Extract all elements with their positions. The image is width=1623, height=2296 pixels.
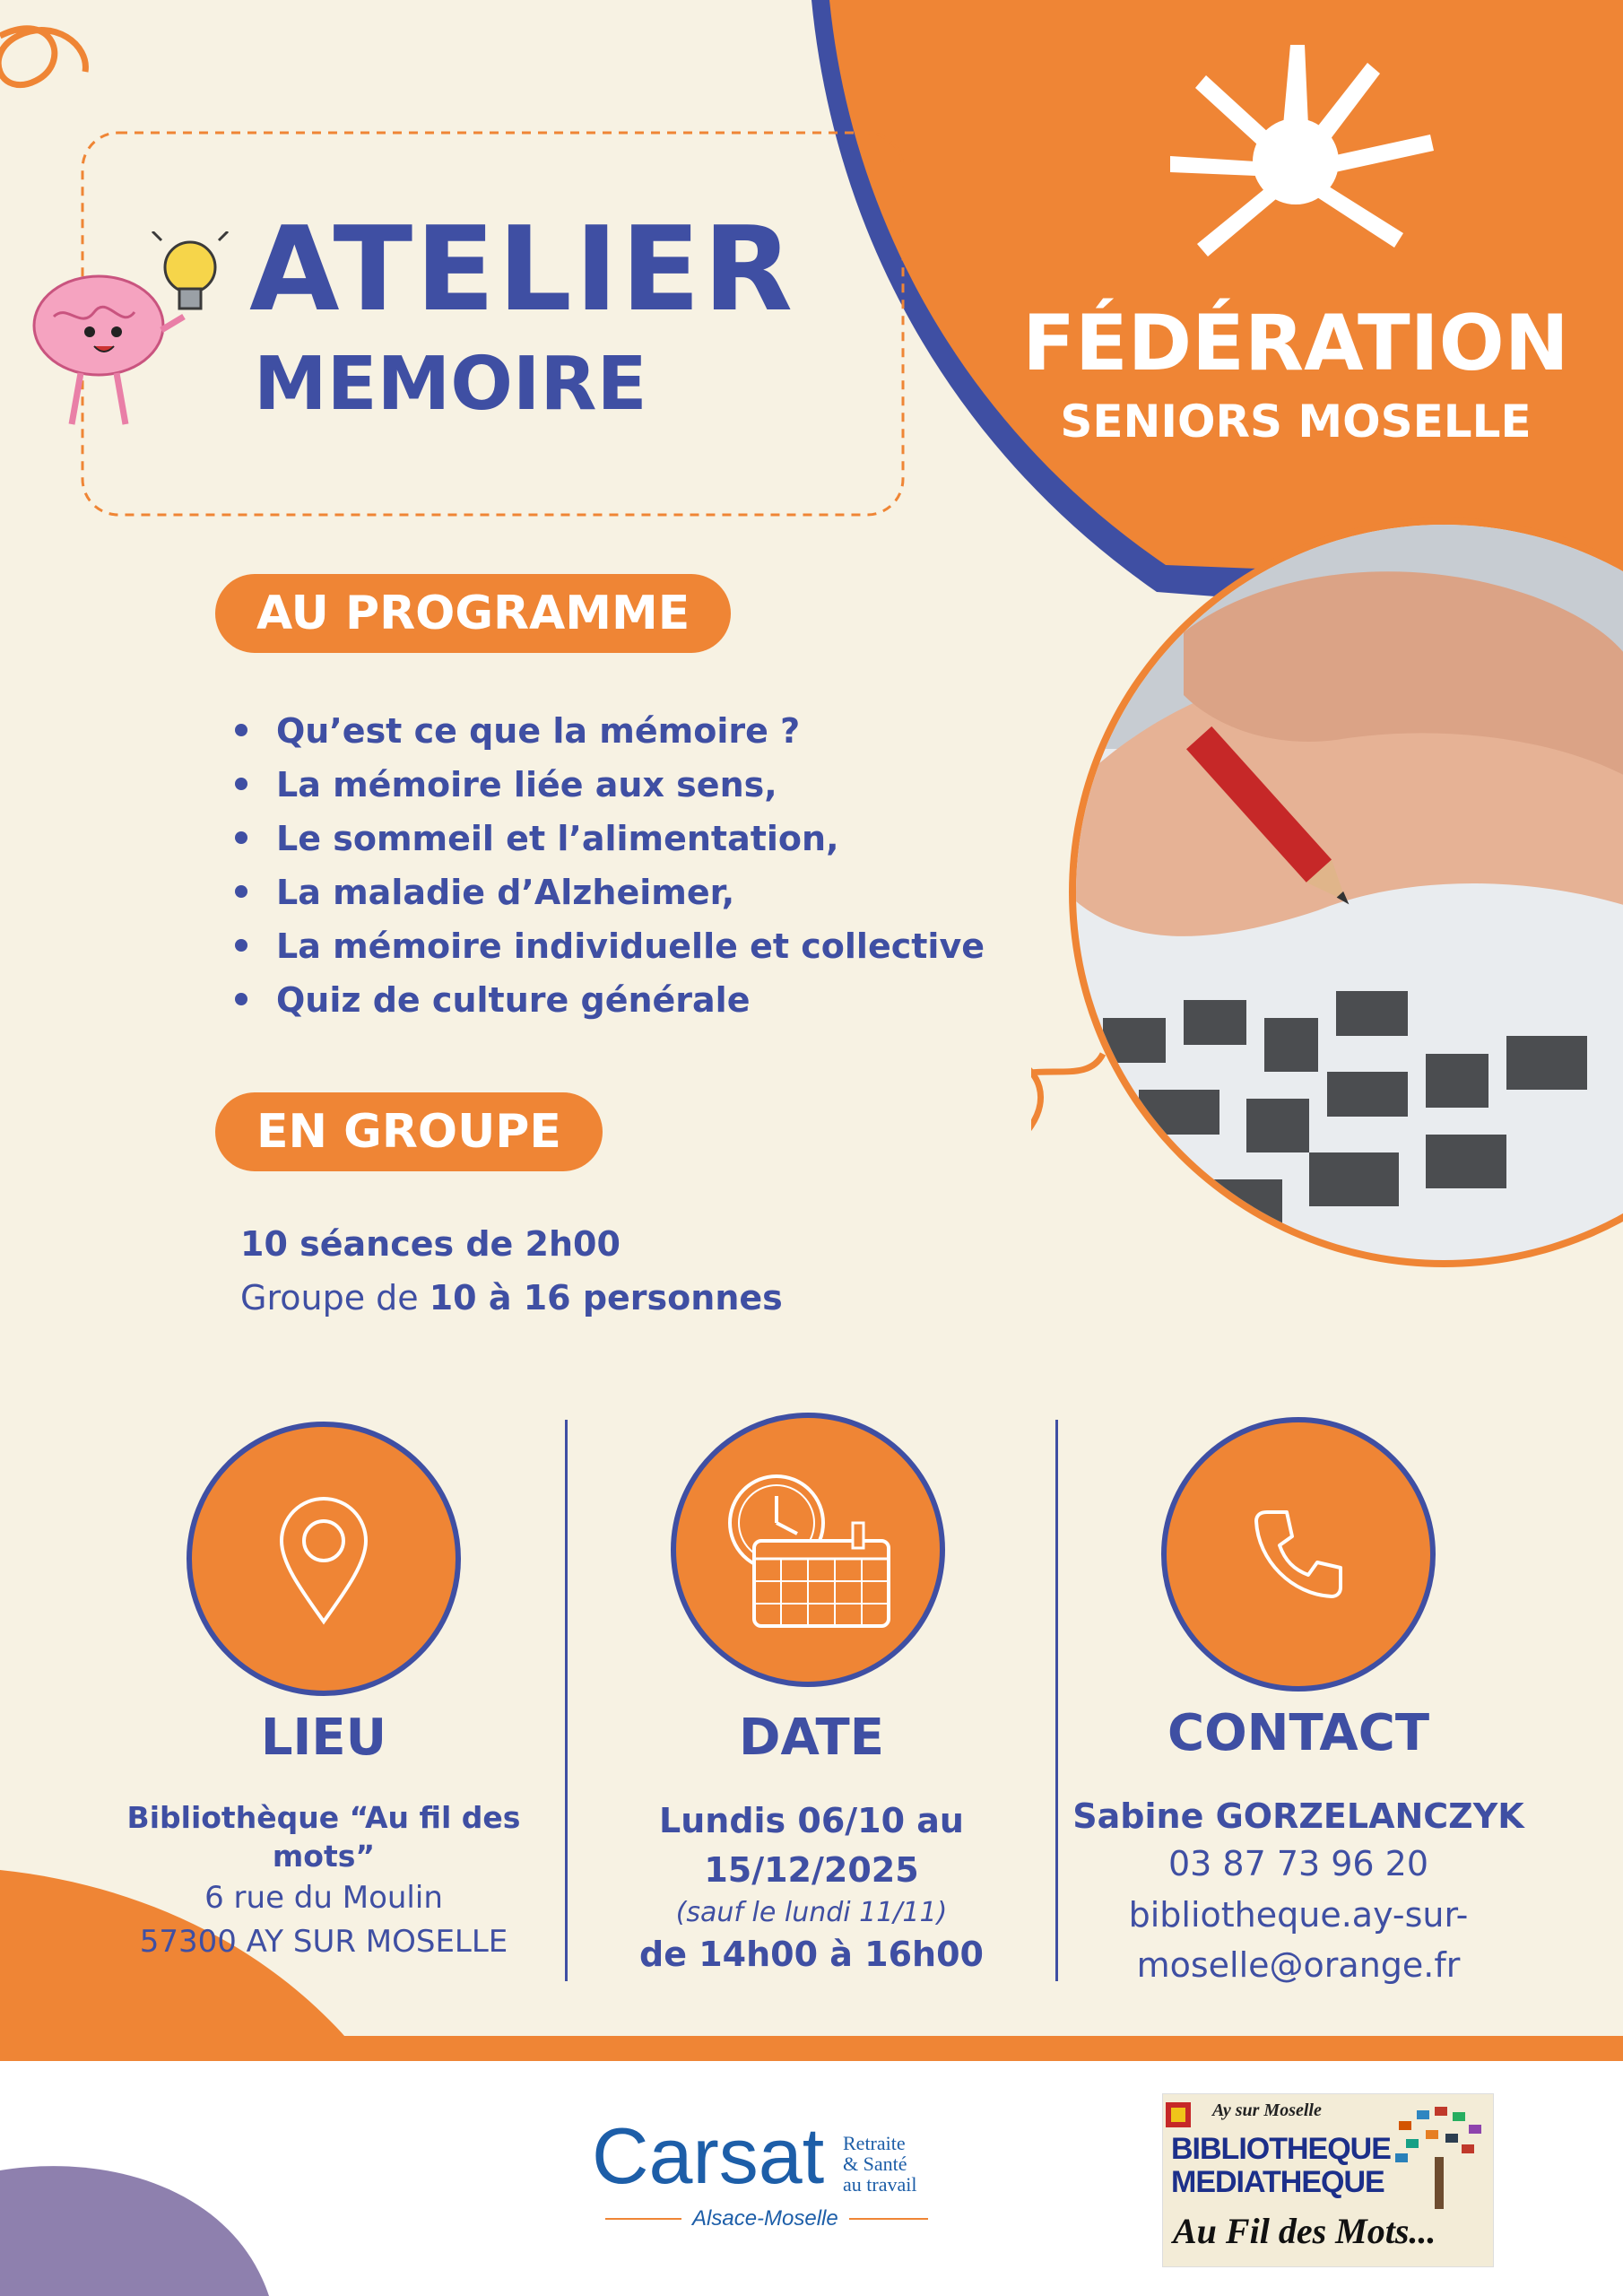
footer-bar (0, 2036, 1623, 2061)
book-tree-icon (1390, 2103, 1488, 2211)
contact-phone[interactable]: 03 87 73 96 20 (1167, 1844, 1429, 1884)
location-badge (187, 1422, 461, 1696)
bullet-icon (235, 939, 247, 952)
contact-heading: CONTACT (1167, 1704, 1430, 1762)
carsat-logo: Carsat (592, 2111, 825, 2200)
crossword-photo (1031, 516, 1623, 1287)
bullet-icon (235, 831, 247, 844)
contact-section (1047, 1704, 1549, 1990)
list-item: La mémoire liée aux sens, (235, 758, 985, 812)
carsat-tagline: Retraite & Santé au travail (843, 2132, 917, 2196)
contact-badge (1161, 1417, 1436, 1692)
lieu-name: Bibliothèque “Au fil des mots” (126, 1800, 521, 1874)
sun-burst-icon (1148, 36, 1444, 278)
list-item: La mémoire individuelle et collective (235, 919, 985, 973)
groupe-size: Groupe de 10 à 16 personnes (240, 1278, 783, 1318)
contact-name: Sabine GORZELANCZYK (1072, 1796, 1524, 1836)
federation-title: FÉDÉRATION (1022, 299, 1569, 388)
mediatheque-title: MEDIATHEQUE (1171, 2165, 1384, 2199)
lieu-street: 6 rue du Moulin (204, 1879, 443, 1916)
bullet-icon (235, 778, 247, 790)
clock-calendar-icon (718, 1469, 898, 1631)
page-title: ATELIER (249, 201, 796, 337)
date-hours: de 14h00 à 16h00 (639, 1935, 984, 1975)
date-section (560, 1709, 1063, 1978)
bibliotheque-slogan: Au Fil des Mots... (1173, 2211, 1436, 2251)
programme-list (235, 704, 985, 1027)
lightbulb-icon (152, 231, 228, 309)
map-pin-icon (274, 1492, 373, 1626)
lieu-city: 57300 AY SUR MOSELLE (139, 1924, 508, 1961)
bibliotheque-title: BIBLIOTHEQUE (1171, 2132, 1391, 2166)
date-heading: DATE (739, 1709, 884, 1767)
bullet-icon (235, 885, 247, 898)
list-item: Qu’est ce que la mémoire ? (235, 704, 985, 758)
list-item: Quiz de culture générale (235, 973, 985, 1027)
bullet-icon (235, 993, 247, 1005)
coat-of-arms-icon (1162, 2099, 1198, 2131)
date-exception: (sauf le lundi 11/11) (675, 1897, 948, 1929)
page-subtitle: MEMOIRE (254, 342, 647, 427)
list-item: Le sommeil et l’alimentation, (235, 812, 985, 865)
bullet-icon (235, 724, 247, 736)
carsat-region: Alsace-Moselle (681, 2206, 849, 2231)
groupe-heading: EN GROUPE (215, 1092, 603, 1171)
phone-icon (1249, 1505, 1348, 1604)
lieu-heading: LIEU (260, 1709, 387, 1767)
date-badge (671, 1413, 945, 1687)
contact-email-line1[interactable]: bibliotheque.ay-sur- (1128, 1895, 1469, 1935)
date-range-start: Lundis 06/10 au (659, 1801, 964, 1840)
federation-subtitle: SENIORS MOSELLE (1060, 396, 1532, 448)
brain-mascot-icon (27, 231, 233, 438)
date-range-end: 15/12/2025 (704, 1850, 919, 1890)
list-item: La maladie d’Alzheimer, (235, 865, 985, 919)
lieu-section (73, 1709, 575, 1964)
programme-heading: AU PROGRAMME (215, 574, 731, 653)
footer-wave (0, 2135, 287, 2296)
contact-email-line2[interactable]: moselle@orange.fr (1136, 1945, 1461, 1986)
groupe-sessions: 10 séances de 2h00 (240, 1224, 621, 1264)
bibliotheque-town: Ay sur Moselle (1212, 2100, 1322, 2120)
